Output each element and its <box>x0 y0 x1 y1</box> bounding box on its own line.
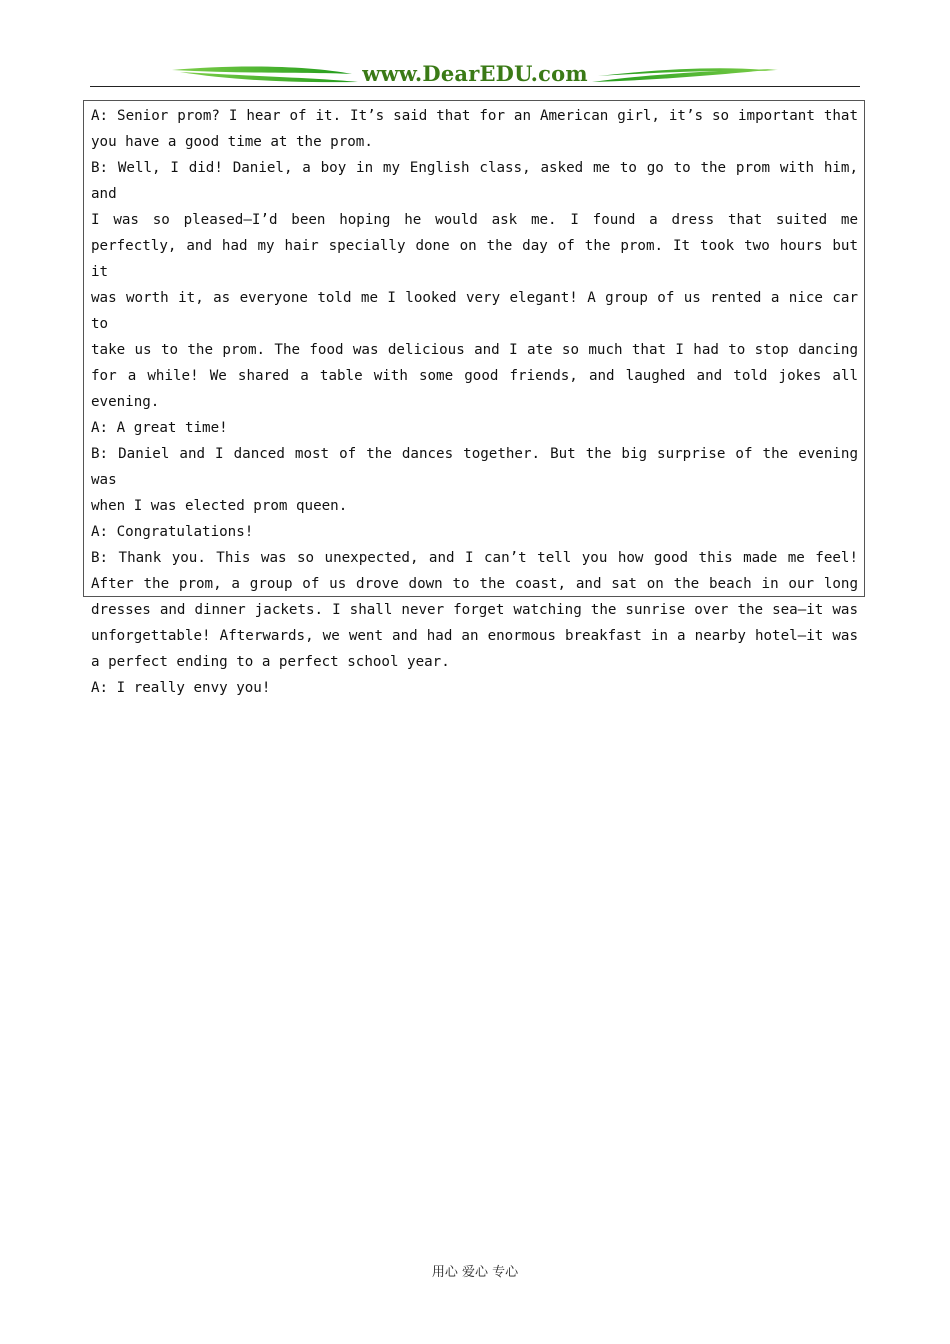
header-divider <box>90 86 860 87</box>
dialogue-line: when I was elected prom queen. <box>91 498 348 514</box>
dialogue-line: A: Senior prom? I hear of it. It’s said that for an American girl, it’s so important that <box>91 108 858 124</box>
dialogue-line: a perfect ending to a perfect school year. <box>91 654 450 670</box>
dialogue-box <box>83 100 865 696</box>
dialogue-line: A: Congratulations! <box>91 524 254 540</box>
dialogue-line: evening. <box>91 394 160 410</box>
dialogue-line: B: Daniel and I danced most of the dances together. But the big surprise of the evening was <box>91 446 858 488</box>
dialogue-line: A: I really envy you! <box>91 680 271 696</box>
page-footer: 用心 爱心 专心 <box>431 1265 519 1280</box>
dialogue-line: B: Well, I did! Daniel, a boy in my English class, asked me to go to the prom with him, and <box>91 160 858 202</box>
dialogue-line: perfectly, and had my hair specially done on the day of the prom. It took two hours but it <box>91 238 858 280</box>
dialogue-line: B: Thank you. This was so unexpected, and I can’t tell you how good this made me feel! <box>91 550 858 566</box>
dialogue-line: unforgettable! Afterwards, we went and had an enormous breakfast in a nearby hotel—it was <box>91 628 858 644</box>
page-header <box>90 58 860 92</box>
dialogue-line: take us to the prom. The food was delicious and I ate so much that I had to stop dancing <box>91 342 858 358</box>
dialogue-line: I was so pleased—I’d been hoping he would ask me. I found a dress that suited me <box>91 212 858 228</box>
site-title: www.DearEDU.com <box>362 61 588 86</box>
dialogue-line: was worth it, as everyone told me I looked very elegant! A group of us rented a nice car to <box>91 290 858 332</box>
dialogue-line: dresses and dinner jackets. I shall never forget watching the sunrise over the sea—it was <box>91 602 858 618</box>
dialogue-line: you have a good time at the prom. <box>91 134 373 150</box>
dialogue-line: for a while! We shared a table with some good friends, and laughed and told jokes all <box>91 368 858 384</box>
dialogue-line: A: A great time! <box>91 420 228 436</box>
dialogue-line: After the prom, a group of us drove down to the coast, and sat on the beach in our long <box>91 576 858 592</box>
